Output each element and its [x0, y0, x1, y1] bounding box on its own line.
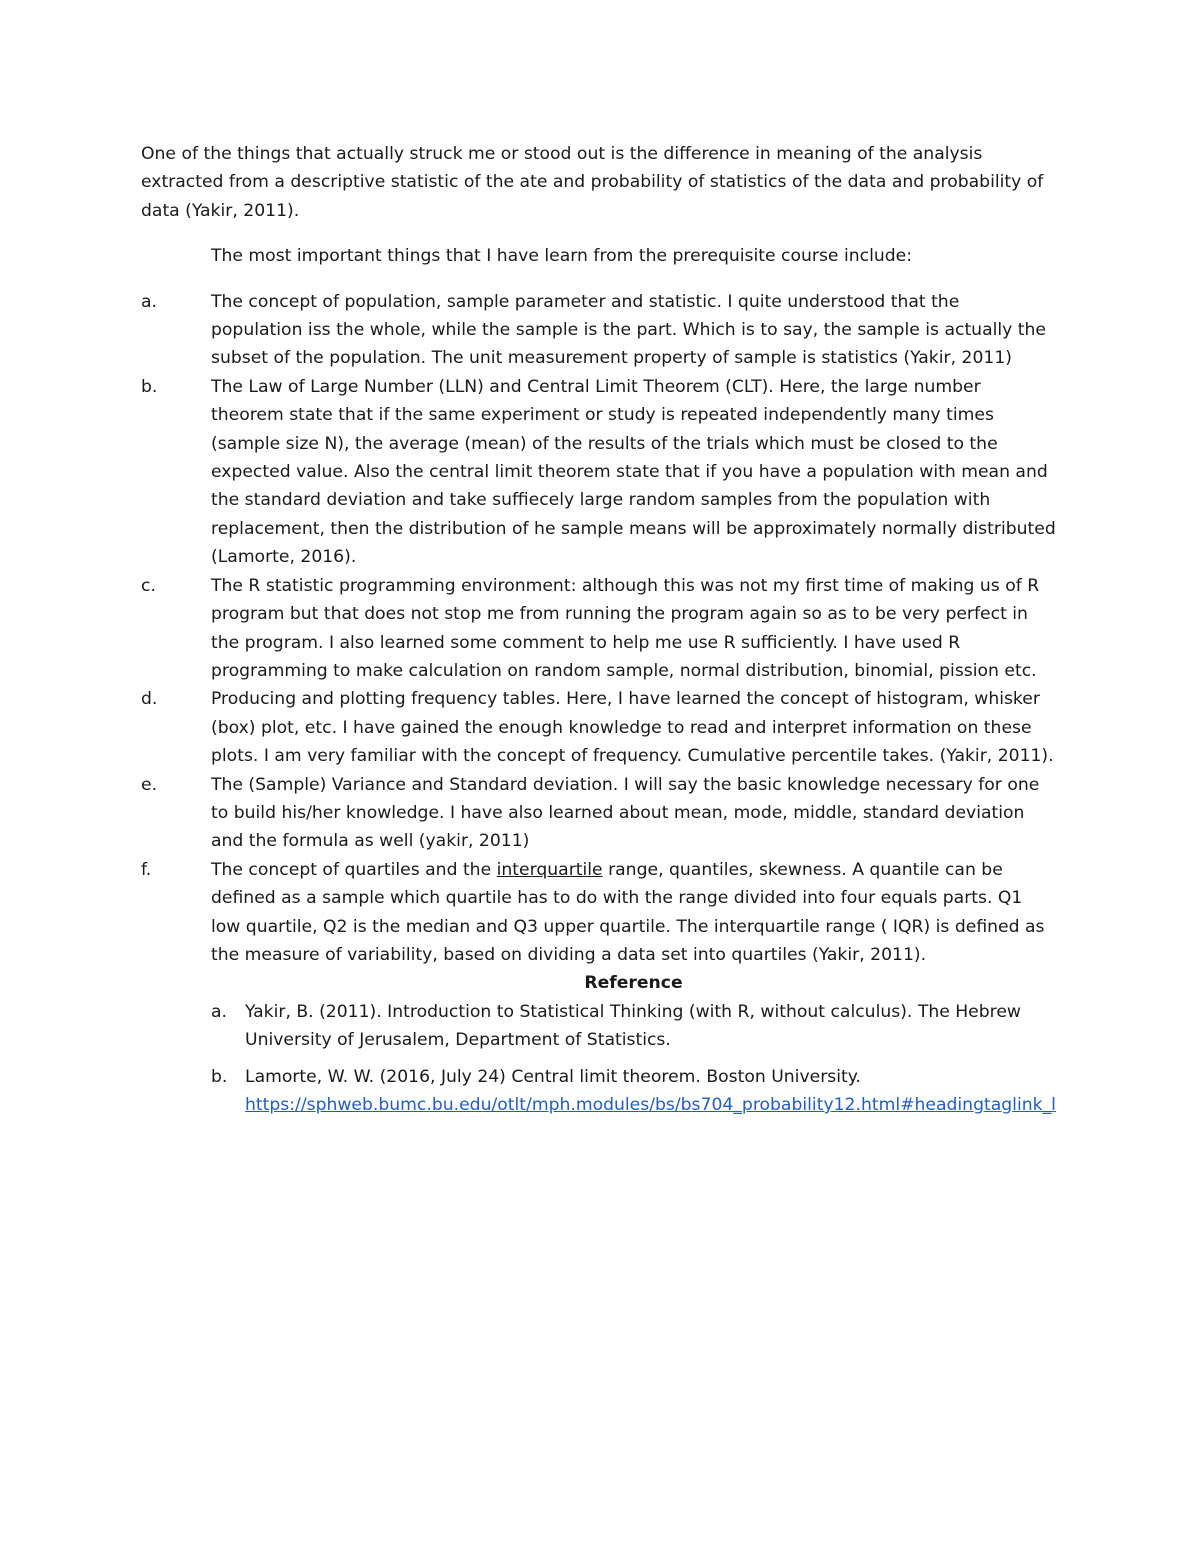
intro-paragraph: One of the things that actually struck me or stood out is the difference in meaning of the analysis extracted from a descriptive statistic of the ate and probability of statistics of the data and probability of data (Yakir, 2011). — [141, 144, 1044, 221]
list-item — [141, 572, 1056, 686]
list-item — [141, 856, 1056, 970]
list-marker: f. — [141, 859, 152, 880]
list-marker: a. — [141, 291, 157, 312]
underlined-term: interquartile — [496, 859, 603, 880]
list-item — [141, 373, 1056, 572]
list-item-text-end: range, quantiles, skewness. A quantile can be defined as a sample which quartile has to do with the range divided into four equals parts. Q1 low quartile, Q2 is the median and Q3 upper quartile. The interquartile range ( IQR) is defined as the measure of variability, based on dividing a data set into quartiles (Yakir, 2011). — [211, 859, 1045, 965]
reference-link[interactable]: https://sphweb.bumc.bu.edu/otlt/mph.modules/bs/bs704_probability12.html#headingtaglink_l — [245, 1095, 1056, 1115]
list-item-text: The Law of Large Number (LLN) and Central Limit Theorem (CLT). Here, the large number theorem state that if the same experiment or study is repeated independently many times (sample size N), the average (mean) of the results of the trials which must be closed to the expected value. Also the central limit theorem state that if you have a population with mean and the standard deviation and take suffiecely large random samples from the population with replacement, then the distribution of he sample means will be approximately normally distributed (Lamorte, 2016). — [211, 376, 1056, 568]
list-marker: d. — [141, 689, 158, 710]
learning-list — [141, 288, 1056, 970]
list-item-text: The (Sample) Variance and Standard deviation. I will say the basic knowledge necessary for one to build his/her knowledge. I have also learned about mean, mode, middle, standard deviation and the formula as well (yakir, 2011) — [211, 774, 1040, 852]
list-marker: e. — [141, 774, 158, 795]
list-item-text: Producing and plotting frequency tables. Here, I have learned the concept of histogram, whisker (box) plot, etc. I have gained the enough knowledge to read and interpret information on these plots. I am very familiar with the concept of frequency. Cumulative percentile takes. (Yakir, 2011). — [211, 689, 1054, 767]
list-item-text: The concept of population, sample parameter and statistic. I quite understood that the population iss the whole, while the sample is the part. Which is to say, the sample is actually the subset of the population. The unit measurement property of sample is statistics (Yakir, 2011) — [211, 291, 1047, 369]
reference-list — [211, 998, 1056, 1120]
list-marker: c. — [141, 575, 156, 596]
list-item-text — [211, 860, 1044, 965]
list-item — [141, 771, 1056, 856]
reference-text: Yakir, B. (2011). Introduction to Statistical Thinking (with R, without calculus). The Hebrew University of Jerusalem, Department of Statistics. — [245, 1001, 1021, 1051]
reference-item — [211, 1063, 1056, 1120]
list-item-text: The R statistic programming environment: although this was not my first time of making us of R program but that does not stop me from running the program again so as to be very perfect in the program. I also learned some comment to help me use R sufficiently. I have used R programming to make calculation on random sample, normal distribution, binomial, pission etc. — [211, 575, 1040, 681]
reference-text: Lamorte, W. W. (2016, July 24) Central limit theorem. Boston University. — [245, 1066, 861, 1087]
reference-marker: a. — [211, 1001, 227, 1022]
reference-heading: Reference — [584, 973, 683, 994]
list-marker: b. — [141, 376, 158, 397]
list-item — [141, 685, 1056, 770]
reference-item — [211, 998, 1056, 1055]
reference-marker: b. — [211, 1066, 228, 1087]
lead-sentence: The most important things that I have learn from the prerequisite course include: — [211, 246, 913, 267]
document-page — [141, 140, 1056, 1119]
list-item — [141, 288, 1056, 373]
list-item-text-start: The concept of quartiles and the — [211, 859, 497, 880]
